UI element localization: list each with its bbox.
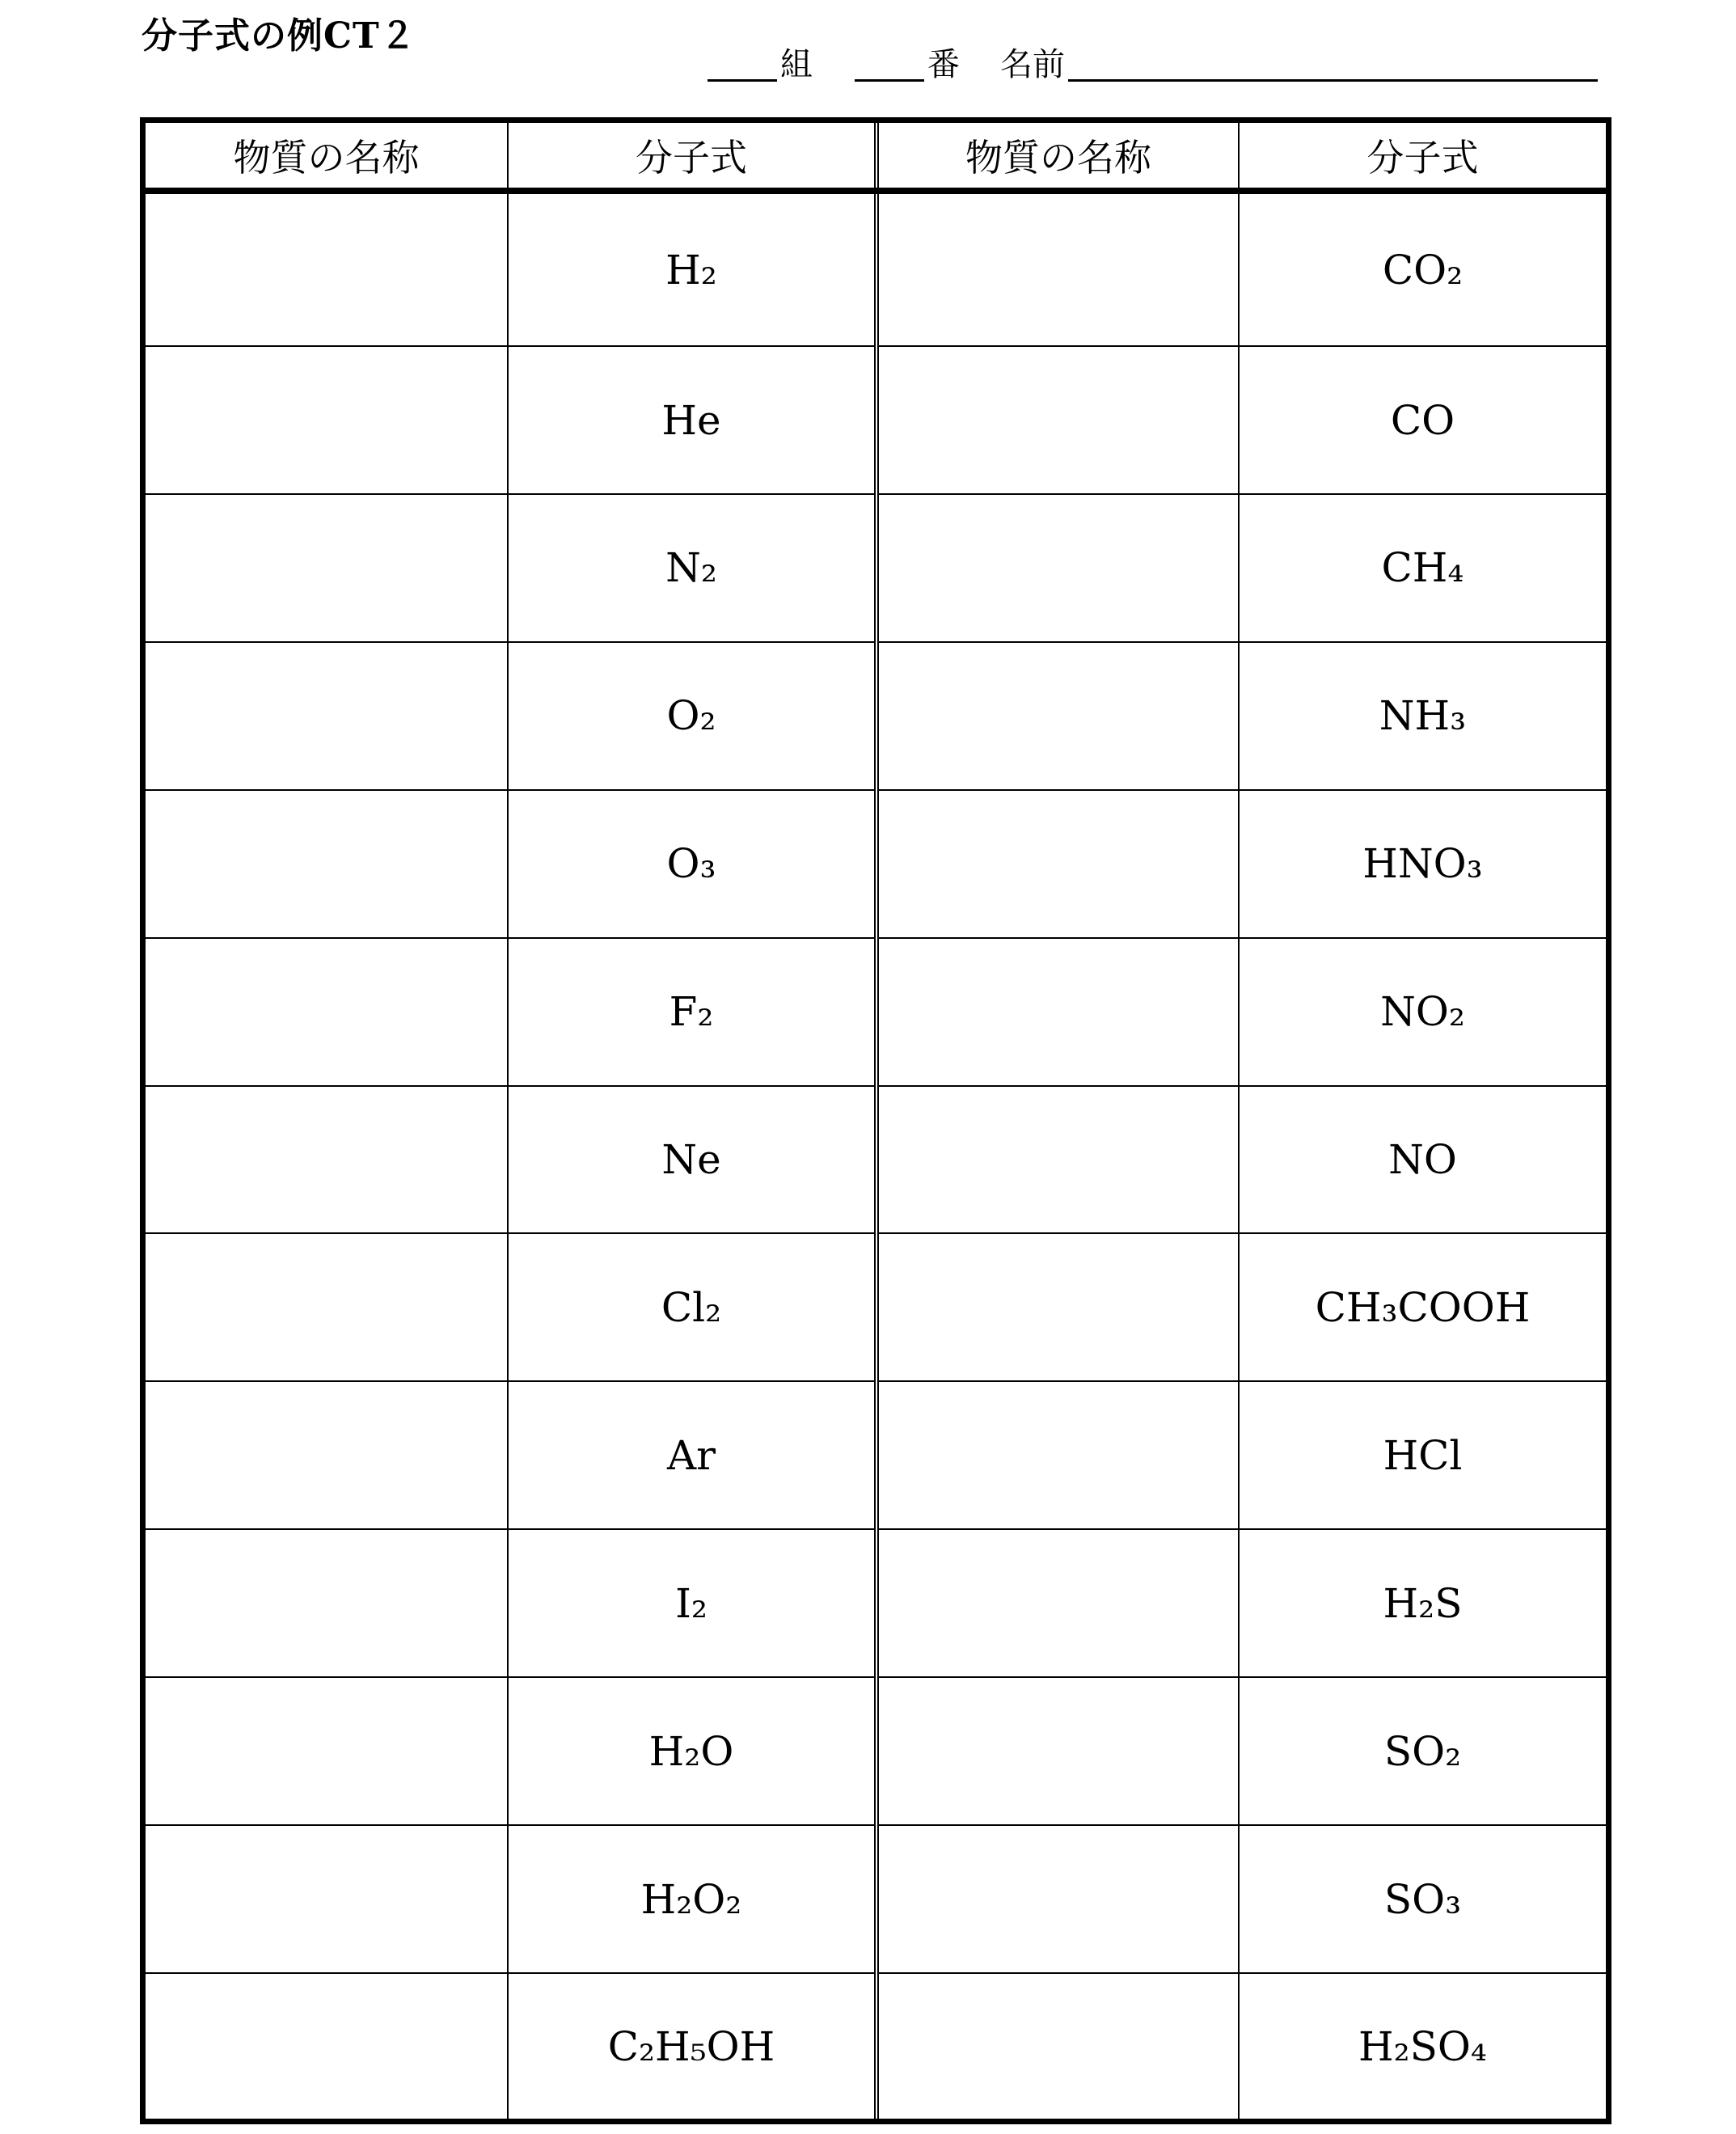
header-substance-name-right: 物質の名称 [876,123,1239,191]
student-info-bar [707,39,1598,85]
formula-cell: F₂ [508,938,876,1086]
formula-cell: H₂S [1239,1529,1606,1677]
header-row [146,123,1606,191]
table-row [146,938,1606,1086]
substance-name-answer-cell[interactable] [146,346,508,494]
substance-name-answer-cell[interactable] [146,642,508,790]
formula-cell: Ne [508,1086,876,1234]
formula-cell: O₂ [508,642,876,790]
substance-name-answer-cell[interactable] [146,1529,508,1677]
substance-name-answer-cell[interactable] [146,1677,508,1825]
name-blank[interactable] [1068,42,1598,82]
formula-table [146,123,1606,2119]
table-row [146,494,1606,642]
header-formula-left: 分子式 [508,123,876,191]
formula-cell: C₂H₅OH [508,1973,876,2119]
formula-cell: N₂ [508,494,876,642]
name-label: 名前 [1000,46,1065,83]
substance-name-answer-cell[interactable] [876,1086,1239,1234]
header-substance-name-left: 物質の名称 [146,123,508,191]
table-row [146,1233,1606,1381]
substance-name-answer-cell[interactable] [876,191,1239,346]
table-row [146,346,1606,494]
formula-cell: Ar [508,1381,876,1529]
substance-name-answer-cell[interactable] [876,938,1239,1086]
formula-cell: H₂ [508,191,876,346]
substance-name-answer-cell[interactable] [876,790,1239,938]
formula-cell: SO₃ [1239,1825,1606,1973]
substance-name-answer-cell[interactable] [146,1086,508,1234]
substance-name-answer-cell[interactable] [146,790,508,938]
substance-name-answer-cell[interactable] [146,1381,508,1529]
substance-name-answer-cell[interactable] [876,346,1239,494]
formula-cell: H₂O₂ [508,1825,876,1973]
table-row [146,790,1606,938]
class-label: 組 [780,46,813,83]
number-label: 番 [927,46,960,83]
formula-cell: HCl [1239,1381,1606,1529]
class-blank[interactable] [707,42,777,82]
substance-name-answer-cell[interactable] [876,642,1239,790]
table-row [146,1825,1606,1973]
formula-cell: Cl₂ [508,1233,876,1381]
table-row [146,1677,1606,1825]
table-row [146,642,1606,790]
formula-cell: HNO₃ [1239,790,1606,938]
formula-cell: NO [1239,1086,1606,1234]
substance-name-answer-cell[interactable] [876,1233,1239,1381]
substance-name-answer-cell[interactable] [876,494,1239,642]
substance-name-answer-cell[interactable] [876,1529,1239,1677]
substance-name-answer-cell[interactable] [146,938,508,1086]
formula-cell: CO₂ [1382,246,1464,294]
table-row [146,1381,1606,1529]
table-row [146,1973,1606,2119]
formula-cell: CH₃COOH [1239,1233,1606,1381]
formula-cell: H₂O [508,1677,876,1825]
substance-name-answer-cell[interactable] [876,1381,1239,1529]
formula-cell: He [508,346,876,494]
substance-name-answer-cell[interactable] [146,1825,508,1973]
formula-cell: NH₃ [1239,642,1606,790]
formula-cell: I₂ [508,1529,876,1677]
formula-cell: NO₂ [1239,938,1606,1086]
substance-name-answer-cell[interactable] [876,1973,1239,2119]
substance-name-answer-cell[interactable] [146,494,508,642]
header-formula-right: 分子式 [1239,123,1606,191]
substance-name-answer-cell[interactable] [876,1825,1239,1973]
formula-cell: CO [1239,346,1606,494]
substance-name-answer-cell[interactable] [876,1677,1239,1825]
formula-cell: H₂SO₄ [1239,1973,1606,2119]
number-blank[interactable] [855,42,924,82]
worksheet-title: 分子式の例CT２ [141,15,416,57]
table-row [146,1086,1606,1234]
table-row [146,1529,1606,1677]
formula-table-frame [140,117,1611,2124]
substance-name-answer-cell[interactable] [146,1973,508,2119]
formula-cell: SO₂ [1239,1677,1606,1825]
table-row [146,191,1606,346]
substance-name-answer-cell[interactable] [146,1233,508,1381]
formula-cell: O₃ [508,790,876,938]
formula-cell: CH₄ [1239,494,1606,642]
substance-name-answer-cell[interactable] [146,191,508,346]
